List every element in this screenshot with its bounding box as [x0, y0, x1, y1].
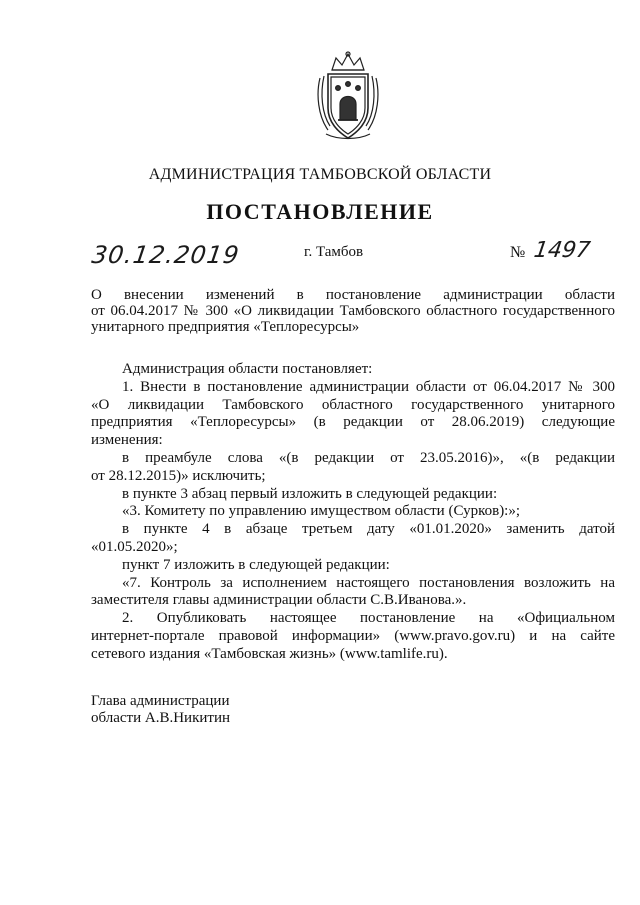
signature-block: [91, 693, 230, 727]
document-type: ПОСТАНОВЛЕНИЕ: [206, 199, 434, 224]
signature-title: Глава администрации: [91, 693, 230, 709]
p4-line: в пункте 4 в абзаце третьем дату «01.01.2020» заменить датой: [122, 521, 615, 538]
p4-line: «01.05.2020»;: [91, 538, 178, 555]
document-body: [91, 361, 615, 664]
handwritten-number: 1497: [532, 238, 592, 263]
item1-line: «О ликвидации Тамбовского областного государственного унитарного: [91, 396, 615, 413]
city: г. Тамбов: [304, 244, 364, 260]
p3-text: «3. Комитету по управлению имуществом области (Сурков):»;: [122, 503, 521, 520]
item1-line: изменения:: [91, 432, 163, 449]
item1-line: 1. Внести в постановление администрации области от 06.04.2017 № 300: [122, 378, 615, 395]
item2-line: интернет-портале правовой информации» (www.pravo.gov.ru) и на сайте: [91, 627, 615, 644]
handwritten-date: 30.12.2019: [90, 241, 242, 269]
number-label: №: [510, 244, 526, 261]
preamble-line: от 28.12.2015)» исключить;: [91, 467, 266, 484]
preamble-line: в преамбуле слова «(в редакции от 23.05.2016)», «(в редакции: [122, 449, 615, 466]
item1-line: предприятия «Теплоресурсы» (в редакции от 28.06.2019) следующие: [91, 414, 615, 431]
item2-line: сетевого издания «Тамбовская жизнь» (www.tamlife.ru).: [91, 645, 448, 662]
item2-line: 2. Опубликовать настоящее постановление на «Официальном: [122, 610, 615, 627]
document-title: [91, 287, 615, 335]
p3-intro: в пункте 3 абзац первый изложить в следующей редакции:: [122, 485, 498, 502]
signature-name: области А.В.Никитин: [91, 710, 231, 726]
intro-line: Администрация области постановляет:: [122, 361, 373, 377]
title-line: унитарного предприятия «Теплоресурсы»: [91, 319, 360, 335]
title-line: от 06.04.2017 № 300 «О ликвидации Тамбовского областного государственного: [91, 303, 615, 319]
title-line: О внесении изменений в постановление администрации области: [91, 287, 615, 303]
coat-of-arms-icon: [314, 50, 382, 142]
p7-line: заместителя главы администрации области С.В.Иванова.».: [91, 592, 467, 609]
organization-name: АДМИНИСТРАЦИЯ ТАМБОВСКОЙ ОБЛАСТИ: [148, 166, 492, 183]
p7-intro: пункт 7 изложить в следующей редакции:: [122, 556, 390, 573]
p7-line: «7. Контроль за исполнением настоящего постановления возложить на: [122, 574, 615, 591]
